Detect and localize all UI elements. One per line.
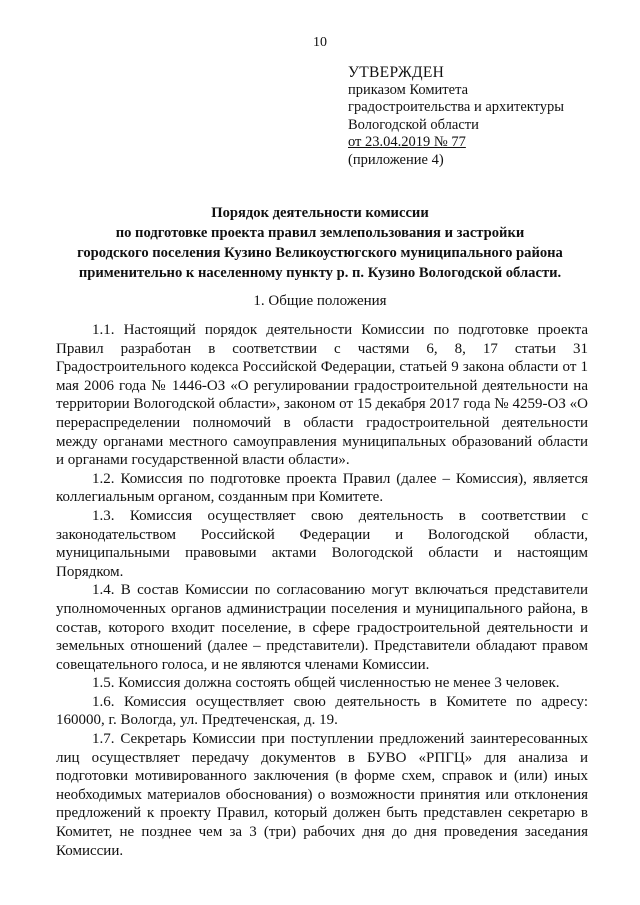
approval-title: УТВЕРЖДЕН xyxy=(348,64,445,81)
body-text xyxy=(56,321,588,860)
paragraph-1-7: 1.7. Секретарь Комиссии при поступлении предложений заинтересованных лиц осуществляет передачу документов в БУВО «РПГЦ» для анализа и подготовки мотивированного заключения (в форме схем, справок и (или) иных необходимых материалов обоснования) о возможности принятия или отклонения предложений к проекту Правил, который должен быть представлен секретарю в Комитет, не позднее чем за 3 (три) рабочих дня до дня проведения заседания Комиссии. xyxy=(56,731,588,859)
document-title-line-3: городского поселения Кузино Великоустюгского муниципального района xyxy=(77,245,563,261)
approval-order: от 23.04.2019 № 77 xyxy=(348,134,466,150)
approval-line-3: Вологодской области xyxy=(348,116,479,133)
paragraph-1-3: 1.3. Комиссия осуществляет свою деятельность в соответствии с законодательством Российской Федерации и Вологодской области, муниципальными правовыми актами Вологодской области и настоящим Порядком. xyxy=(56,507,588,580)
document-title-line-4: применительно к населенному пункту р. п. Кузино Вологодской области. xyxy=(78,265,562,281)
paragraph-1-5: 1.5. Комиссия должна состоять общей численностью не менее 3 человек. xyxy=(92,675,560,692)
paragraph-1-1: 1.1. Настоящий порядок деятельности Комиссии по подготовке проекта Правил разработан в соответствии с частями 6, 8, 17 статьи 31 Градостроительного кодекса Российской Федерации, статьей 9 закона области от 1 мая 2006 года № 1446-ОЗ «О регулировании градостроительной деятельности на территории Вологодской области», законом от 15 декабря 2017 года № 4259-ОЗ «О перераспределении полномочий в области градостроительной деятельности между органами местного самоуправления муниципальных образований области и органами государственной власти области». xyxy=(56,322,588,469)
approval-line-2: градостроительства и архитектуры xyxy=(348,99,565,115)
document-title-line-1: Порядок деятельности комиссии xyxy=(211,205,429,221)
approval-block xyxy=(348,64,564,169)
approval-appendix: (приложение 4) xyxy=(348,151,444,168)
page-number: 10 xyxy=(313,35,327,50)
paragraph-1-4: 1.4. В состав Комиссии по согласованию могут включаться представители уполномоченных органов администрации поселения и муниципального района, в состав, которого входит поселение, в сфере градостроительной деятельности и земельных отношений (далее – представители). Представители обладают правом совещательного голоса, и не являются членами Комиссии. xyxy=(56,582,588,673)
paragraph-1-6: 1.6. Комиссия осуществляет свою деятельность в Комитете по адресу: 160000, г. Вологда, ул. Предтеченская, д. 19. xyxy=(56,693,588,729)
document-title xyxy=(40,203,600,283)
paragraph-1-2: 1.2. Комиссия по подготовке проекта Правил (далее – Комиссия), является коллегиальным органом, созданным при Комитете. xyxy=(56,470,588,506)
section-heading: 1. Общие положения xyxy=(253,293,387,309)
document-title-line-2: по подготовке проекта правил землепользования и застройки xyxy=(115,225,525,241)
approval-line-1: приказом Комитета xyxy=(348,81,469,98)
